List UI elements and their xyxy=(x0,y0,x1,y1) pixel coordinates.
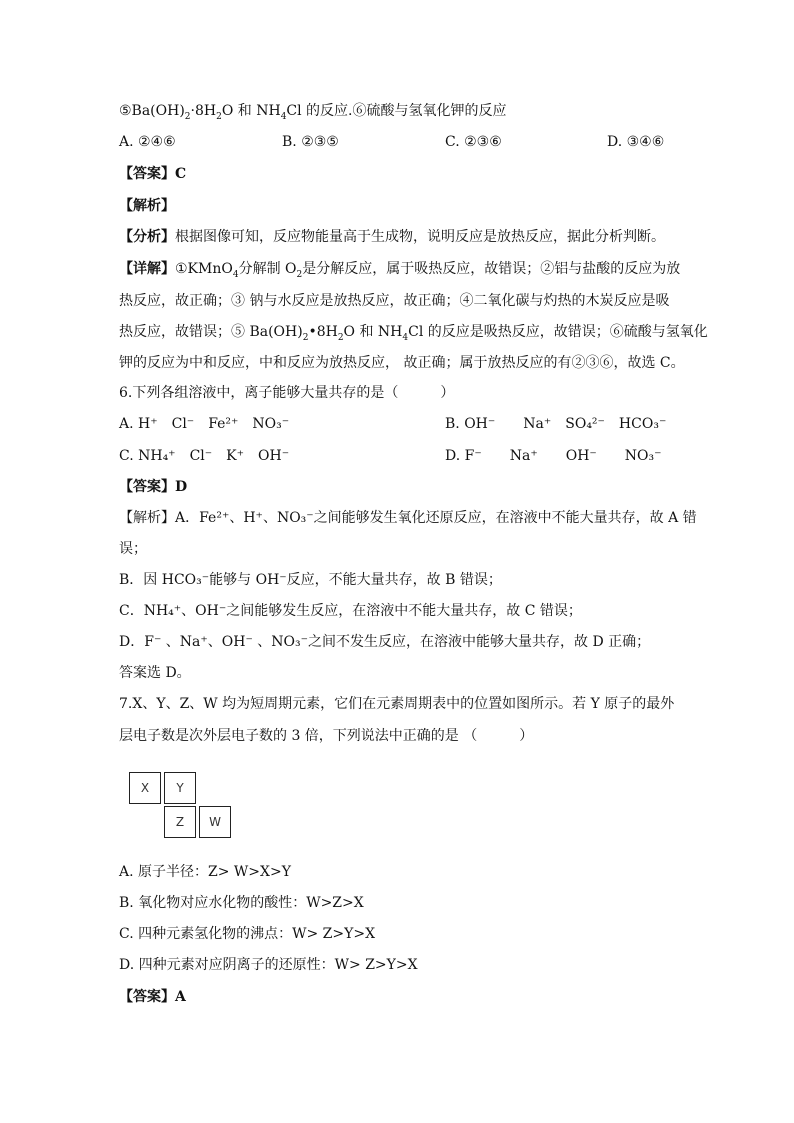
q6-explain-2: B．因 HCO₃⁻能够与 OH⁻反应，不能大量共存，故 B 错误； xyxy=(119,572,502,588)
cell-z: Z xyxy=(164,806,196,838)
q7-option-c: C. 四种元素氢化物的沸点：W> Z>Y>X xyxy=(119,926,376,942)
text: 热反应，故错误；⑤ Ba(OH) xyxy=(119,324,303,340)
text: ·8H xyxy=(190,103,217,119)
subscript: 2 xyxy=(216,111,222,122)
q6-option-a: A. H⁺ Cl⁻ Fe²⁺ NO₃⁻ xyxy=(119,416,290,432)
q5-option-d: D. ③④⑥ xyxy=(607,134,665,150)
q5-answer: 【答案】C xyxy=(119,166,187,182)
q5-option-a: A. ②④⑥ xyxy=(119,134,176,150)
q7-answer: 【答案】A xyxy=(119,989,186,1005)
q6-option-b: B. OH⁻ Na⁺ SO₄²⁻ HCO₃⁻ xyxy=(445,416,667,432)
q7-stem-1: 7.X、Y、Z、W 均为短周期元素，它们在元素周期表中的位置如图所示。若 Y 原子的最外 xyxy=(119,696,675,712)
analysis-label: 【分析】 xyxy=(119,229,175,245)
q6-option-d: D. F⁻ Na⁺ OH⁻ NO₃⁻ xyxy=(445,448,662,464)
q5-detail-line-4: 钾的反应为中和反应，中和反应为放热反应， 故正确；属于放热反应的有②③⑥，故选 C。 xyxy=(119,355,685,371)
q5-option-b: B. ②③⑤ xyxy=(282,134,339,150)
q5-detail-line-2: 热反应，故正确；③ 钠与水反应是放热反应，故正确；④二氧化碳与灼热的木炭反应是吸 xyxy=(119,293,670,309)
subscript: 4 xyxy=(402,332,409,343)
detail-label: 【详解】 xyxy=(119,261,175,277)
q5-option-line xyxy=(119,101,507,121)
text: ⑤Ba(OH) xyxy=(119,103,185,119)
q7-option-a: A. 原子半径：Z> W>X>Y xyxy=(119,864,291,880)
q6-answer: 【答案】D xyxy=(119,479,188,495)
q7-option-b: B. 氧化物对应水化物的酸性：W>Z>X xyxy=(119,895,364,911)
text: Cl 的反应是吸热反应，故错误；⑥硫酸与氢氧化 xyxy=(408,324,708,340)
text: 是分解反应，属于吸热反应，故错误；②铝与盐酸的反应为放 xyxy=(302,261,681,277)
cell-y: Y xyxy=(164,772,196,804)
q7-stem-2: 层电子数是次外层电子数的 3 倍，下列说法中正确的是 （ ） xyxy=(119,728,534,744)
subscript: 4 xyxy=(232,269,239,280)
q6-explain-5: 答案选 D。 xyxy=(119,665,191,681)
subscript: 4 xyxy=(280,111,287,122)
text: 分解制 O xyxy=(238,261,297,277)
q6-explain-4: D．F⁻ 、Na⁺、OH⁻ 、NO₃⁻之间不发生反应，在溶液中能够大量共存，故 D 正确； xyxy=(119,634,651,650)
q6-explain-1: 【解析】A．Fe²⁺、H⁺、NO₃⁻之间能够发生氧化还原反应，在溶液中不能大量共存，故 A 错 xyxy=(119,510,697,526)
q5-option-c: C. ②③⑥ xyxy=(445,134,502,150)
subscript: 2 xyxy=(184,111,191,122)
text: •8H xyxy=(308,324,338,340)
q6-option-c: C. NH₄⁺ Cl⁻ K⁺ OH⁻ xyxy=(119,448,290,464)
q6-explain-3: C．NH₄⁺、OH⁻之间能够发生反应，在溶液中不能大量共存，故 C 错误； xyxy=(119,603,582,619)
cell-x: X xyxy=(129,772,161,804)
q5-detail-line-3 xyxy=(119,322,708,342)
q6-explain-1b: 误； xyxy=(119,541,147,557)
q5-jiexi-label: 【解析】 xyxy=(119,198,175,214)
text: O 和 NH xyxy=(343,324,403,340)
text: Cl 的反应.⑥硫酸与氢氧化钾的反应 xyxy=(286,103,507,119)
analysis-text: 根据图像可知，反应物能量高于生成物，说明反应是放热反应，据此分析判断。 xyxy=(175,229,665,245)
q5-analysis xyxy=(119,227,665,247)
q5-detail-line-1 xyxy=(119,259,680,279)
text: ①KMnO xyxy=(175,261,233,277)
cell-w: W xyxy=(199,806,231,838)
subscript: 2 xyxy=(296,269,303,280)
q7-option-d: D. 四种元素对应阴离子的还原性：W> Z>Y>X xyxy=(119,957,418,973)
q6-stem: 6.下列各组溶液中，离子能够大量共存的是（ ） xyxy=(119,385,455,401)
subscript: 2 xyxy=(302,332,309,343)
subscript: 2 xyxy=(337,332,344,343)
text: O 和 NH xyxy=(221,103,281,119)
